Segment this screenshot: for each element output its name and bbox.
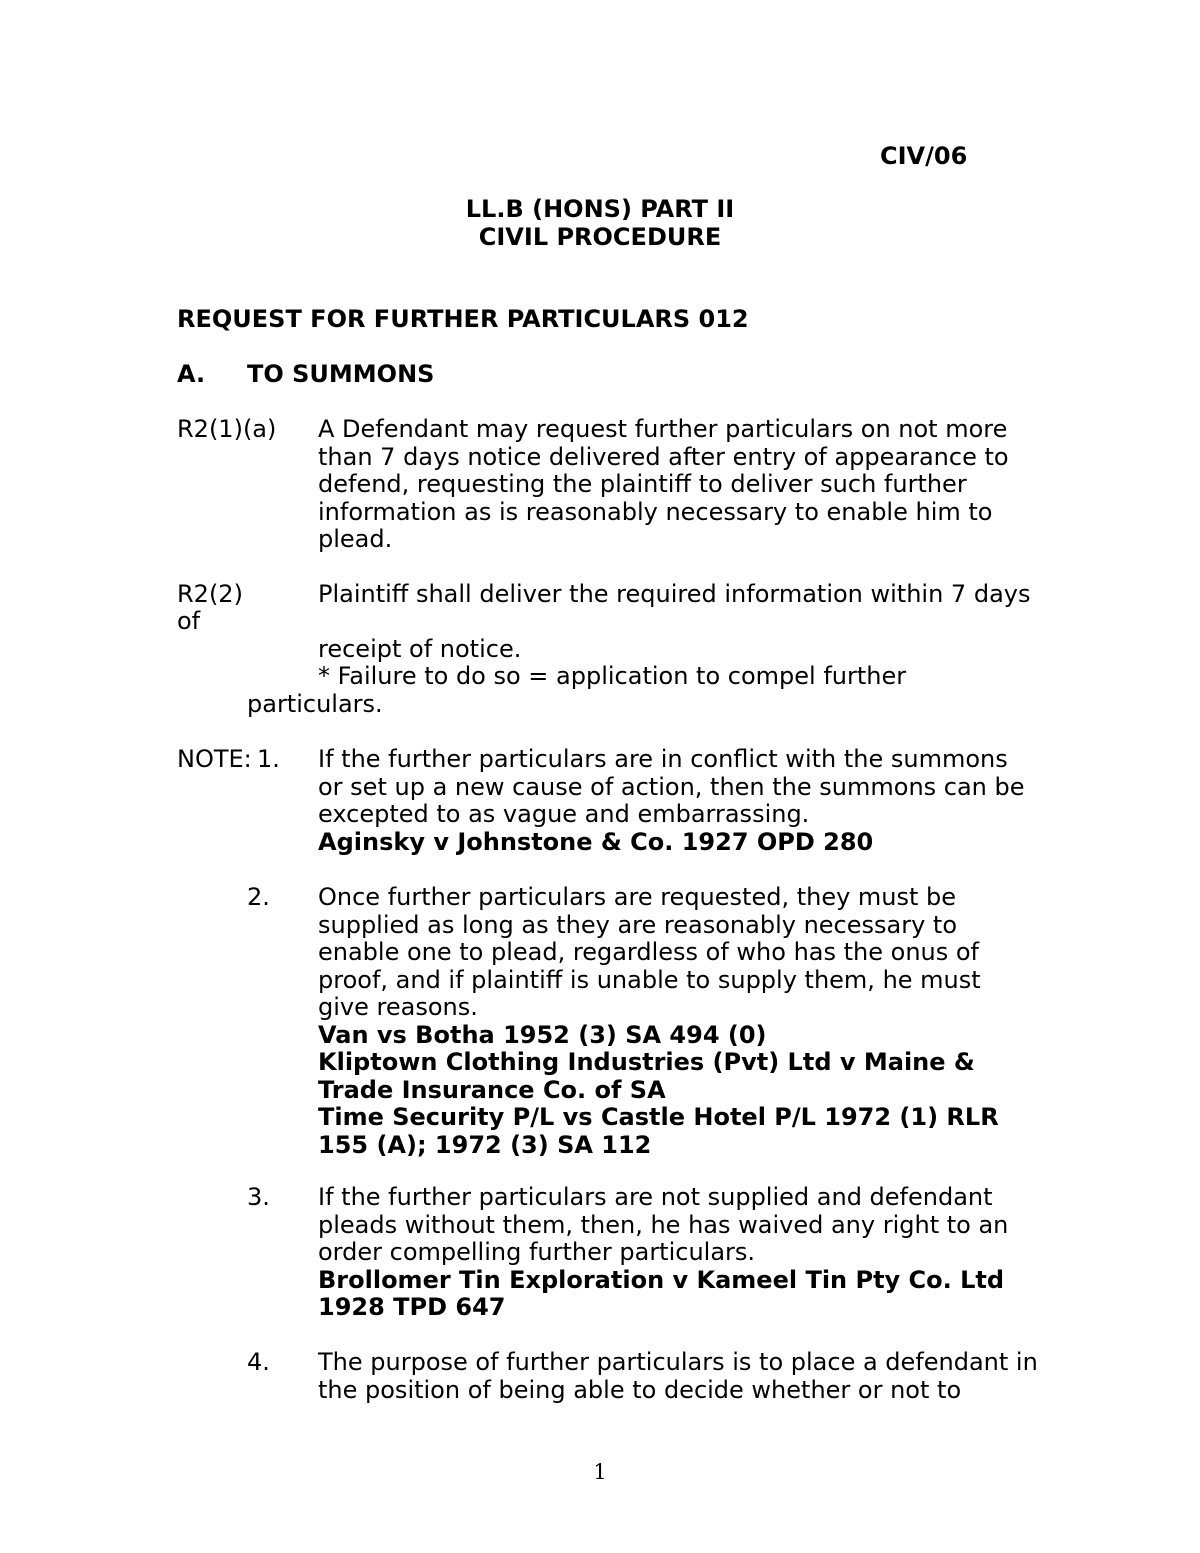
rule-text-line: information as is reasonably necessary to enable him to <box>318 497 993 526</box>
note-number: 3. <box>247 1183 270 1211</box>
note-text-line: excepted to as vague and embarrassing. <box>318 800 810 828</box>
note-number: 2. <box>247 883 270 911</box>
rule-text-line: Plaintiff shall deliver the required information within 7 days <box>318 580 1031 608</box>
document-title-line1: LL.B (HONS) PART II <box>465 195 735 223</box>
case-citation: Trade Insurance Co. of SA <box>318 1075 666 1104</box>
rule-ref: R2(1)(a) <box>177 415 277 443</box>
note-text-line: enable one to plead, regardless of who has the onus of <box>318 938 980 966</box>
note-text-line: supplied as long as they are reasonably necessary to <box>318 910 958 939</box>
rule-text-wrap: of <box>177 607 201 635</box>
rule-text-line: defend, requesting the plaintiff to deliver such further <box>318 470 967 498</box>
rule-text-line: than 7 days notice delivered after entry of appearance to <box>318 442 1009 471</box>
note-text-line: proof, and if plaintiff is unable to supply them, he must <box>318 965 981 994</box>
case-citation: Van vs Botha 1952 (3) SA 494 (0) <box>318 1020 767 1049</box>
note-text-line: The purpose of further particulars is to place a defendant in <box>318 1348 1038 1376</box>
rule-text-line: receipt of notice. <box>318 635 522 663</box>
rule-text-line: plead. <box>318 525 393 553</box>
note-text-line: If the further particulars are not supplied and defendant <box>318 1183 993 1211</box>
page-number: 1 <box>593 1460 607 1484</box>
note-body <box>318 1349 1038 1404</box>
case-citation: 1928 TPD 647 <box>318 1293 506 1321</box>
note-text-line: Once further particulars are requested, they must be <box>318 883 957 911</box>
case-citation: 155 (A); 1972 (3) SA 112 <box>318 1130 652 1159</box>
case-citation: Kliptown Clothing Industries (Pvt) Ltd v Maine & <box>318 1048 975 1076</box>
note-text-line: order compelling further particulars. <box>318 1238 756 1266</box>
section-heading: REQUEST FOR FURTHER PARTICULARS 012 <box>177 305 749 333</box>
note-text-line: If the further particulars are in conflict with the summons <box>318 745 1008 773</box>
rule-text-line: A Defendant may request further particulars on not more <box>318 415 1008 443</box>
case-citation: Aginsky v Johnstone & Co. 1927 OPD 280 <box>318 827 874 856</box>
rule-ref: R2(2) <box>177 580 243 608</box>
note-text-line: give reasons. <box>318 993 478 1021</box>
note-body <box>318 1184 1008 1322</box>
note-text-line: the position of being able to decide whether or not to <box>318 1375 962 1404</box>
note-body <box>318 746 1025 856</box>
section-letter: A. <box>177 360 206 388</box>
rule-text-line: particulars. <box>247 690 383 718</box>
note-label: NOTE: <box>177 745 252 773</box>
document-title-line2: CIVIL PROCEDURE <box>478 223 722 251</box>
section-title: TO SUMMONS <box>247 360 435 388</box>
note-body <box>318 884 999 1159</box>
note-text-line: or set up a new cause of action, then the summons can be <box>318 772 1025 801</box>
rule-text <box>318 416 1009 554</box>
note-number: 4. <box>247 1348 270 1376</box>
case-citation: Time Security P/L vs Castle Hotel P/L 1972 (1) RLR <box>318 1103 999 1131</box>
note-number: 1. <box>257 745 280 773</box>
course-code: CIV/06 <box>880 142 968 170</box>
rule-bullet-note: * Failure to do so = application to compel further <box>318 662 907 690</box>
case-citation: Brollomer Tin Exploration v Kameel Tin Pty Co. Ltd <box>318 1265 1005 1294</box>
note-text-line: pleads without them, then, he has waived any right to an <box>318 1210 1009 1239</box>
